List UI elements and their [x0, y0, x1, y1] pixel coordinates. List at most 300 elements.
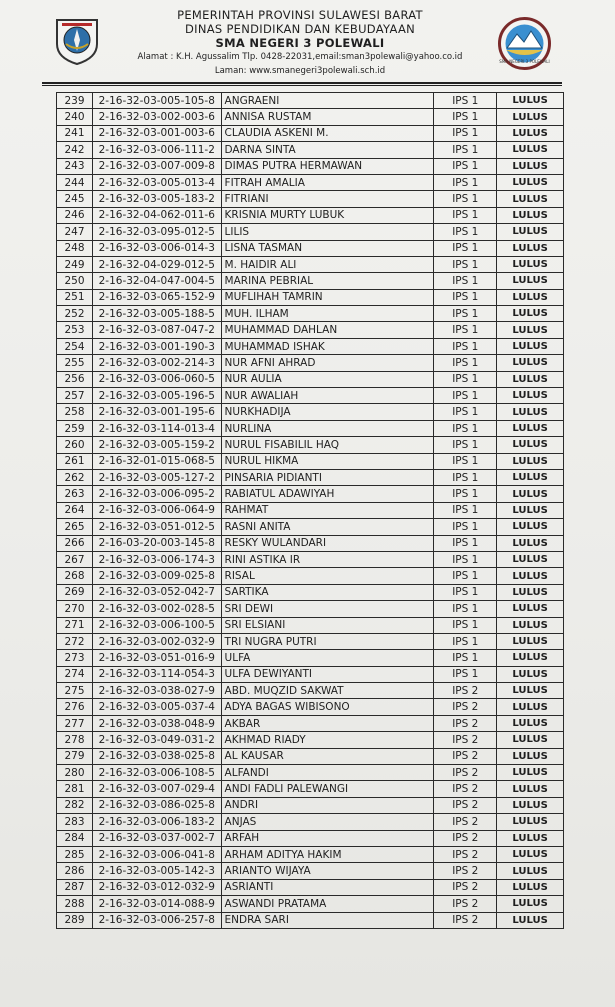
graduation-status: LULUS	[497, 814, 564, 830]
letterhead-divider	[42, 82, 562, 84]
row-number: 253	[57, 322, 93, 338]
student-id: 2-16-32-03-007-009-8	[92, 158, 221, 174]
row-number: 240	[57, 109, 93, 125]
graduation-status: LULUS	[497, 404, 564, 420]
graduation-status: LULUS	[497, 535, 564, 551]
graduation-status: LULUS	[497, 912, 564, 928]
student-name: NURLINA	[221, 420, 434, 436]
table-row	[57, 633, 564, 649]
table-row	[57, 666, 564, 682]
student-id: 2-16-32-03-007-029-4	[92, 781, 221, 797]
row-number: 241	[57, 125, 93, 141]
graduation-status: LULUS	[497, 699, 564, 715]
student-id: 2-16-32-03-009-025-8	[92, 568, 221, 584]
graduation-status: LULUS	[497, 683, 564, 699]
student-name: ABD. MUQZID SAKWAT	[221, 683, 434, 699]
graduation-status: LULUS	[497, 896, 564, 912]
class-name: IPS 2	[434, 699, 497, 715]
graduation-status: LULUS	[497, 273, 564, 289]
graduation-status: LULUS	[497, 371, 564, 387]
table-row	[57, 240, 564, 256]
graduation-status: LULUS	[497, 469, 564, 485]
student-id: 2-16-32-03-006-041-8	[92, 846, 221, 862]
student-name: ALFANDI	[221, 765, 434, 781]
graduation-status: LULUS	[497, 846, 564, 862]
student-name: SARTIKA	[221, 584, 434, 600]
student-name: NUR AFNI AHRAD	[221, 355, 434, 371]
student-id: 2-16-32-03-037-002-7	[92, 830, 221, 846]
student-name: RINI ASTIKA IR	[221, 551, 434, 567]
table-row	[57, 453, 564, 469]
graduation-status: LULUS	[497, 256, 564, 272]
student-id: 2-16-32-03-114-054-3	[92, 666, 221, 682]
student-name: RABIATUL ADAWIYAH	[221, 486, 434, 502]
class-name: IPS 2	[434, 830, 497, 846]
class-name: IPS 1	[434, 174, 497, 190]
student-name: NURUL HIKMA	[221, 453, 434, 469]
class-name: IPS 1	[434, 453, 497, 469]
student-id: 2-16-32-03-095-012-5	[92, 224, 221, 240]
student-id: 2-16-32-03-005-105-8	[92, 93, 221, 109]
row-number: 289	[57, 912, 93, 928]
row-number: 245	[57, 191, 93, 207]
table-row	[57, 322, 564, 338]
graduation-status: LULUS	[497, 289, 564, 305]
table-row	[57, 584, 564, 600]
class-name: IPS 1	[434, 551, 497, 567]
class-name: IPS 1	[434, 93, 497, 109]
table-row	[57, 404, 564, 420]
student-name: NURUL FISABILIL HAQ	[221, 437, 434, 453]
student-id: 2-16-32-03-002-003-6	[92, 109, 221, 125]
graduation-status: LULUS	[497, 519, 564, 535]
graduation-status: LULUS	[497, 765, 564, 781]
student-id: 2-16-32-03-014-088-9	[92, 896, 221, 912]
row-number: 283	[57, 814, 93, 830]
table-row	[57, 486, 564, 502]
table-row	[57, 125, 564, 141]
table-row	[57, 863, 564, 879]
row-number: 282	[57, 797, 93, 813]
student-id: 2-16-32-03-006-183-2	[92, 814, 221, 830]
row-number: 275	[57, 683, 93, 699]
graduation-status: LULUS	[497, 207, 564, 223]
student-id: 2-16-32-03-038-025-8	[92, 748, 221, 764]
class-name: IPS 1	[434, 584, 497, 600]
student-name: PINSARIA PIDIANTI	[221, 469, 434, 485]
graduation-status: LULUS	[497, 174, 564, 190]
class-name: IPS 1	[434, 273, 497, 289]
graduation-status: LULUS	[497, 109, 564, 125]
school-logo-icon	[497, 16, 552, 71]
graduation-status: LULUS	[497, 666, 564, 682]
student-id: 2-16-32-03-012-032-9	[92, 879, 221, 895]
government-name: PEMERINTAH PROVINSI SULAWESI BARAT	[177, 8, 423, 22]
row-number: 268	[57, 568, 93, 584]
class-name: IPS 1	[434, 666, 497, 682]
student-name: NUR AWALIAH	[221, 388, 434, 404]
class-name: IPS 1	[434, 404, 497, 420]
row-number: 264	[57, 502, 93, 518]
row-number: 244	[57, 174, 93, 190]
table-row	[57, 306, 564, 322]
student-id: 2-16-32-03-086-025-8	[92, 797, 221, 813]
row-number: 261	[57, 453, 93, 469]
row-number: 267	[57, 551, 93, 567]
graduation-status: LULUS	[497, 551, 564, 567]
school-name: SMA NEGERI 3 POLEWALI	[215, 36, 385, 50]
table-row	[57, 93, 564, 109]
table-row	[57, 551, 564, 567]
student-name: RISAL	[221, 568, 434, 584]
class-name: IPS 2	[434, 846, 497, 862]
student-id: 2-16-32-03-038-027-9	[92, 683, 221, 699]
table-row	[57, 830, 564, 846]
student-id: 2-16-32-03-001-195-6	[92, 404, 221, 420]
row-number: 278	[57, 732, 93, 748]
student-id: 2-16-32-04-029-012-5	[92, 256, 221, 272]
student-name: DIMAS PUTRA HERMAWAN	[221, 158, 434, 174]
row-number: 276	[57, 699, 93, 715]
student-id: 2-16-32-03-005-013-4	[92, 174, 221, 190]
student-name: FITRAH AMALIA	[221, 174, 434, 190]
graduation-status: LULUS	[497, 322, 564, 338]
student-name: TRI NUGRA PUTRI	[221, 633, 434, 649]
class-name: IPS 1	[434, 633, 497, 649]
student-id: 2-16-32-03-006-108-5	[92, 765, 221, 781]
student-id: 2-16-32-03-002-032-9	[92, 633, 221, 649]
class-name: IPS 2	[434, 683, 497, 699]
class-name: IPS 1	[434, 125, 497, 141]
student-id: 2-16-03-20-003-145-8	[92, 535, 221, 551]
class-name: IPS 2	[434, 879, 497, 895]
graduation-status: LULUS	[497, 601, 564, 617]
class-name: IPS 1	[434, 650, 497, 666]
student-id: 2-16-32-03-005-188-5	[92, 306, 221, 322]
student-id: 2-16-32-03-005-183-2	[92, 191, 221, 207]
row-number: 266	[57, 535, 93, 551]
table-row	[57, 814, 564, 830]
graduation-table-body	[57, 93, 564, 929]
class-name: IPS 1	[434, 437, 497, 453]
student-name: NUR AULIA	[221, 371, 434, 387]
graduation-status: LULUS	[497, 502, 564, 518]
class-name: IPS 1	[434, 224, 497, 240]
student-id: 2-16-32-03-006-060-5	[92, 371, 221, 387]
table-row	[57, 879, 564, 895]
graduation-status: LULUS	[497, 420, 564, 436]
class-name: IPS 2	[434, 732, 497, 748]
table-row	[57, 388, 564, 404]
table-row	[57, 224, 564, 240]
student-id: 2-16-32-03-005-159-2	[92, 437, 221, 453]
class-name: IPS 1	[434, 240, 497, 256]
graduation-status: LULUS	[497, 158, 564, 174]
table-row	[57, 142, 564, 158]
student-id: 2-16-32-03-006-111-2	[92, 142, 221, 158]
row-number: 242	[57, 142, 93, 158]
graduation-status: LULUS	[497, 650, 564, 666]
student-id: 2-16-32-03-038-048-9	[92, 715, 221, 731]
graduation-status: LULUS	[497, 863, 564, 879]
class-name: IPS 1	[434, 568, 497, 584]
graduation-status: LULUS	[497, 240, 564, 256]
student-id: 2-16-32-03-001-190-3	[92, 338, 221, 354]
row-number: 274	[57, 666, 93, 682]
class-name: IPS 1	[434, 388, 497, 404]
student-name: ASRIANTI	[221, 879, 434, 895]
table-row	[57, 732, 564, 748]
student-name: ARHAM ADITYA HAKIM	[221, 846, 434, 862]
class-name: IPS 1	[434, 256, 497, 272]
class-name: IPS 2	[434, 748, 497, 764]
table-row	[57, 601, 564, 617]
student-id: 2-16-32-03-006-064-9	[92, 502, 221, 518]
row-number: 239	[57, 93, 93, 109]
graduation-status: LULUS	[497, 781, 564, 797]
row-number: 252	[57, 306, 93, 322]
class-name: IPS 1	[434, 371, 497, 387]
table-row	[57, 420, 564, 436]
class-name: IPS 1	[434, 191, 497, 207]
student-name: ARIANTO WIJAYA	[221, 863, 434, 879]
row-number: 249	[57, 256, 93, 272]
class-name: IPS 1	[434, 322, 497, 338]
class-name: IPS 1	[434, 142, 497, 158]
school-website: Laman: www.smanegeri3polewali.sch.id	[214, 66, 386, 76]
graduation-status: LULUS	[497, 633, 564, 649]
student-id: 2-16-32-03-006-014-3	[92, 240, 221, 256]
student-name: AKHMAD RIADY	[221, 732, 434, 748]
table-row	[57, 846, 564, 862]
table-row	[57, 174, 564, 190]
graduation-status: LULUS	[497, 338, 564, 354]
student-name: ADYA BAGAS WIBISONO	[221, 699, 434, 715]
graduation-status: LULUS	[497, 617, 564, 633]
province-emblem-icon	[52, 16, 102, 66]
row-number: 277	[57, 715, 93, 731]
table-row	[57, 355, 564, 371]
table-row	[57, 338, 564, 354]
class-name: IPS 1	[434, 355, 497, 371]
student-name: MUH. ILHAM	[221, 306, 434, 322]
row-number: 271	[57, 617, 93, 633]
student-name: ASWANDI PRATAMA	[221, 896, 434, 912]
student-name: ULFA DEWIYANTI	[221, 666, 434, 682]
table-row	[57, 765, 564, 781]
student-name: ARFAH	[221, 830, 434, 846]
row-number: 247	[57, 224, 93, 240]
letterhead	[0, 0, 615, 86]
class-name: IPS 1	[434, 109, 497, 125]
table-row	[57, 519, 564, 535]
graduation-status: LULUS	[497, 388, 564, 404]
student-id: 2-16-32-03-005-142-3	[92, 863, 221, 879]
graduation-status: LULUS	[497, 191, 564, 207]
row-number: 263	[57, 486, 93, 502]
student-name: M. HAIDIR ALI	[221, 256, 434, 272]
class-name: IPS 1	[434, 158, 497, 174]
class-name: IPS 1	[434, 469, 497, 485]
row-number: 284	[57, 830, 93, 846]
graduation-status: LULUS	[497, 797, 564, 813]
table-row	[57, 568, 564, 584]
student-id: 2-16-32-03-114-013-4	[92, 420, 221, 436]
row-number: 265	[57, 519, 93, 535]
student-id: 2-16-32-03-002-214-3	[92, 355, 221, 371]
class-name: IPS 1	[434, 338, 497, 354]
class-name: IPS 1	[434, 486, 497, 502]
row-number: 287	[57, 879, 93, 895]
student-name: LILIS	[221, 224, 434, 240]
student-name: RASNI ANITA	[221, 519, 434, 535]
student-name: ANJAS	[221, 814, 434, 830]
class-name: IPS 1	[434, 601, 497, 617]
class-name: IPS 2	[434, 814, 497, 830]
row-number: 246	[57, 207, 93, 223]
student-name: LISNA TASMAN	[221, 240, 434, 256]
student-name: FITRIANI	[221, 191, 434, 207]
student-id: 2-16-32-03-087-047-2	[92, 322, 221, 338]
student-name: MUFLIHAH TAMRIN	[221, 289, 434, 305]
graduation-status: LULUS	[497, 830, 564, 846]
row-number: 288	[57, 896, 93, 912]
table-row	[57, 781, 564, 797]
row-number: 260	[57, 437, 93, 453]
student-name: ENDRA SARI	[221, 912, 434, 928]
row-number: 259	[57, 420, 93, 436]
student-id: 2-16-32-03-052-042-7	[92, 584, 221, 600]
class-name: IPS 2	[434, 896, 497, 912]
graduation-status: LULUS	[497, 224, 564, 240]
graduation-status: LULUS	[497, 748, 564, 764]
student-id: 2-16-32-04-047-004-5	[92, 273, 221, 289]
row-number: 250	[57, 273, 93, 289]
student-name: ANDRI	[221, 797, 434, 813]
student-name: NURKHADIJA	[221, 404, 434, 420]
graduation-status: LULUS	[497, 584, 564, 600]
class-name: IPS 2	[434, 797, 497, 813]
row-number: 286	[57, 863, 93, 879]
student-id: 2-16-32-03-006-257-8	[92, 912, 221, 928]
graduation-status: LULUS	[497, 93, 564, 109]
student-name: KRISNIA MURTY LUBUK	[221, 207, 434, 223]
graduation-status: LULUS	[497, 732, 564, 748]
student-id: 2-16-32-03-005-196-5	[92, 388, 221, 404]
student-id: 2-16-32-03-002-028-5	[92, 601, 221, 617]
student-name: AL KAUSAR	[221, 748, 434, 764]
table-row	[57, 699, 564, 715]
row-number: 279	[57, 748, 93, 764]
table-row	[57, 207, 564, 223]
table-row	[57, 617, 564, 633]
class-name: IPS 1	[434, 617, 497, 633]
class-name: IPS 1	[434, 535, 497, 551]
school-logo-caption: SMA NEGERI 3 POLEWALI	[499, 59, 550, 64]
table-row	[57, 683, 564, 699]
graduation-status: LULUS	[497, 437, 564, 453]
table-row	[57, 650, 564, 666]
table-row	[57, 158, 564, 174]
student-name: MARINA PEBRIAL	[221, 273, 434, 289]
row-number: 273	[57, 650, 93, 666]
student-id: 2-16-32-01-015-068-5	[92, 453, 221, 469]
student-id: 2-16-32-03-005-127-2	[92, 469, 221, 485]
school-address: Alamat : K.H. Agussalim Tlp. 0428-22031,email:sman3polewali@yahoo.co.id	[137, 52, 463, 62]
student-name: ULFA	[221, 650, 434, 666]
table-row	[57, 256, 564, 272]
table-row	[57, 715, 564, 731]
student-id: 2-16-32-03-005-037-4	[92, 699, 221, 715]
student-name: MUHAMMAD DAHLAN	[221, 322, 434, 338]
student-name: RESKY WULANDARI	[221, 535, 434, 551]
graduation-status: LULUS	[497, 568, 564, 584]
row-number: 285	[57, 846, 93, 862]
student-id: 2-16-32-03-065-152-9	[92, 289, 221, 305]
graduation-status: LULUS	[497, 142, 564, 158]
class-name: IPS 2	[434, 765, 497, 781]
row-number: 272	[57, 633, 93, 649]
student-id: 2-16-32-03-049-031-2	[92, 732, 221, 748]
student-name: CLAUDIA ASKENI M.	[221, 125, 434, 141]
student-name: ANDI FADLI PALEWANGI	[221, 781, 434, 797]
table-row	[57, 371, 564, 387]
row-number: 258	[57, 404, 93, 420]
table-row	[57, 797, 564, 813]
table-row	[57, 535, 564, 551]
class-name: IPS 1	[434, 502, 497, 518]
class-name: IPS 1	[434, 289, 497, 305]
student-id: 2-16-32-03-006-095-2	[92, 486, 221, 502]
class-name: IPS 1	[434, 207, 497, 223]
letterhead-divider-thin	[42, 85, 562, 86]
graduation-status: LULUS	[497, 453, 564, 469]
department-name: DINAS PENDIDIKAN DAN KEBUDAYAAN	[184, 22, 416, 36]
graduation-status: LULUS	[497, 355, 564, 371]
class-name: IPS 2	[434, 912, 497, 928]
row-number: 269	[57, 584, 93, 600]
row-number: 251	[57, 289, 93, 305]
class-name: IPS 1	[434, 420, 497, 436]
row-number: 248	[57, 240, 93, 256]
graduation-status: LULUS	[497, 306, 564, 322]
graduation-status: LULUS	[497, 715, 564, 731]
student-name: SRI ELSIANI	[221, 617, 434, 633]
table-row	[57, 469, 564, 485]
graduation-status: LULUS	[497, 125, 564, 141]
student-name: RAHMAT	[221, 502, 434, 518]
class-name: IPS 2	[434, 715, 497, 731]
table-row	[57, 289, 564, 305]
table-row	[57, 109, 564, 125]
row-number: 262	[57, 469, 93, 485]
student-name: MUHAMMAD ISHAK	[221, 338, 434, 354]
student-name: ANNISA RUSTAM	[221, 109, 434, 125]
class-name: IPS 1	[434, 306, 497, 322]
table-row	[57, 273, 564, 289]
class-name: IPS 1	[434, 519, 497, 535]
student-id: 2-16-32-03-006-100-5	[92, 617, 221, 633]
student-name: AKBAR	[221, 715, 434, 731]
graduation-table	[56, 92, 564, 929]
row-number: 257	[57, 388, 93, 404]
table-row	[57, 896, 564, 912]
graduation-status: LULUS	[497, 486, 564, 502]
row-number: 270	[57, 601, 93, 617]
row-number: 256	[57, 371, 93, 387]
class-name: IPS 2	[434, 863, 497, 879]
student-name: ANGRAENI	[221, 93, 434, 109]
